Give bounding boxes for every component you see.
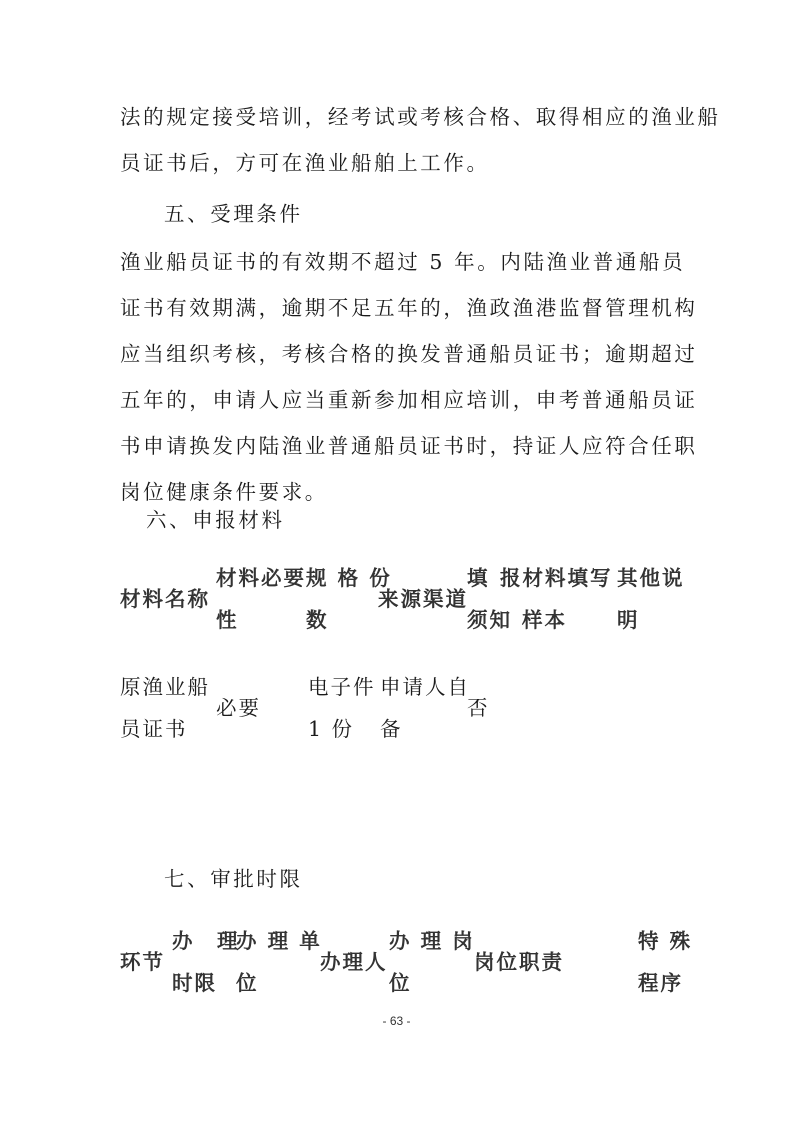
header-remark-2: 明: [617, 608, 640, 632]
section-5-line-3: 应当组织考核，考核合格的换发普通船员证书；逾期超过: [120, 342, 698, 366]
header-spec-1: 规 格 份: [306, 566, 392, 590]
cell-notice: 否: [467, 696, 490, 720]
section-6-heading: 六、申报材料: [146, 508, 285, 532]
section-5-heading: 五、受理条件: [164, 202, 303, 226]
header-special-2: 程序: [638, 971, 683, 995]
header-sample-2: 样本: [522, 608, 567, 632]
header-material-name: 材料名称: [120, 587, 210, 611]
header-post-1: 办 理 岗: [389, 929, 475, 953]
header-necessity-1: 材料必要: [216, 566, 306, 590]
section-5-line-4: 五年的，申请人应当重新参加相应培训，申考普通船员证: [120, 388, 698, 412]
cell-source-1: 申请人自: [380, 675, 470, 699]
header-step: 环节: [120, 950, 165, 974]
cell-spec-2: 1 份: [308, 717, 355, 741]
cell-name-1: 原渔业船: [120, 675, 210, 699]
header-source: 来源渠道: [378, 587, 468, 611]
header-spec-2: 数: [306, 608, 329, 632]
header-person: 办理人: [320, 950, 388, 974]
section-5-line-1: 渔业船员证书的有效期不超过 5 年。内陆渔业普通船员: [120, 250, 686, 274]
header-special-1: 特 殊: [638, 929, 693, 953]
header-unit-2: 位: [236, 971, 259, 995]
header-notice-2: 须知: [467, 608, 512, 632]
header-duty: 岗位职责: [474, 950, 564, 974]
section-5-line-6: 岗位健康条件要求。: [120, 480, 328, 504]
cell-necessity: 必要: [216, 696, 261, 720]
section-7-heading: 七、审批时限: [164, 867, 303, 891]
intro-line-1: 法的规定接受培训，经考试或考核合格、取得相应的渔业船: [120, 105, 721, 129]
header-notice-1: 填: [467, 566, 490, 590]
header-necessity-2: 性: [216, 608, 239, 632]
header-post-2: 位: [389, 971, 412, 995]
header-time-2: 时限: [172, 971, 217, 995]
cell-spec-1: 电子件: [308, 675, 376, 699]
intro-line-2: 员证书后，方可在渔业船舶上工作。: [120, 151, 490, 175]
page-number: - 63 -: [382, 1014, 411, 1028]
header-unit-1: 办 理 单: [236, 929, 322, 953]
section-5-line-5: 书申请换发内陆渔业普通船员证书时，持证人应符合任职: [120, 434, 698, 458]
header-time-1: 办 理: [172, 929, 240, 953]
cell-name-2: 员证书: [120, 717, 188, 741]
cell-source-2: 备: [380, 717, 403, 741]
section-5-line-2: 证书有效期满，逾期不足五年的，渔政渔港监督管理机构: [120, 296, 698, 320]
header-remark-1: 其他说: [617, 566, 685, 590]
header-sample-1: 报材料填写: [500, 566, 613, 590]
